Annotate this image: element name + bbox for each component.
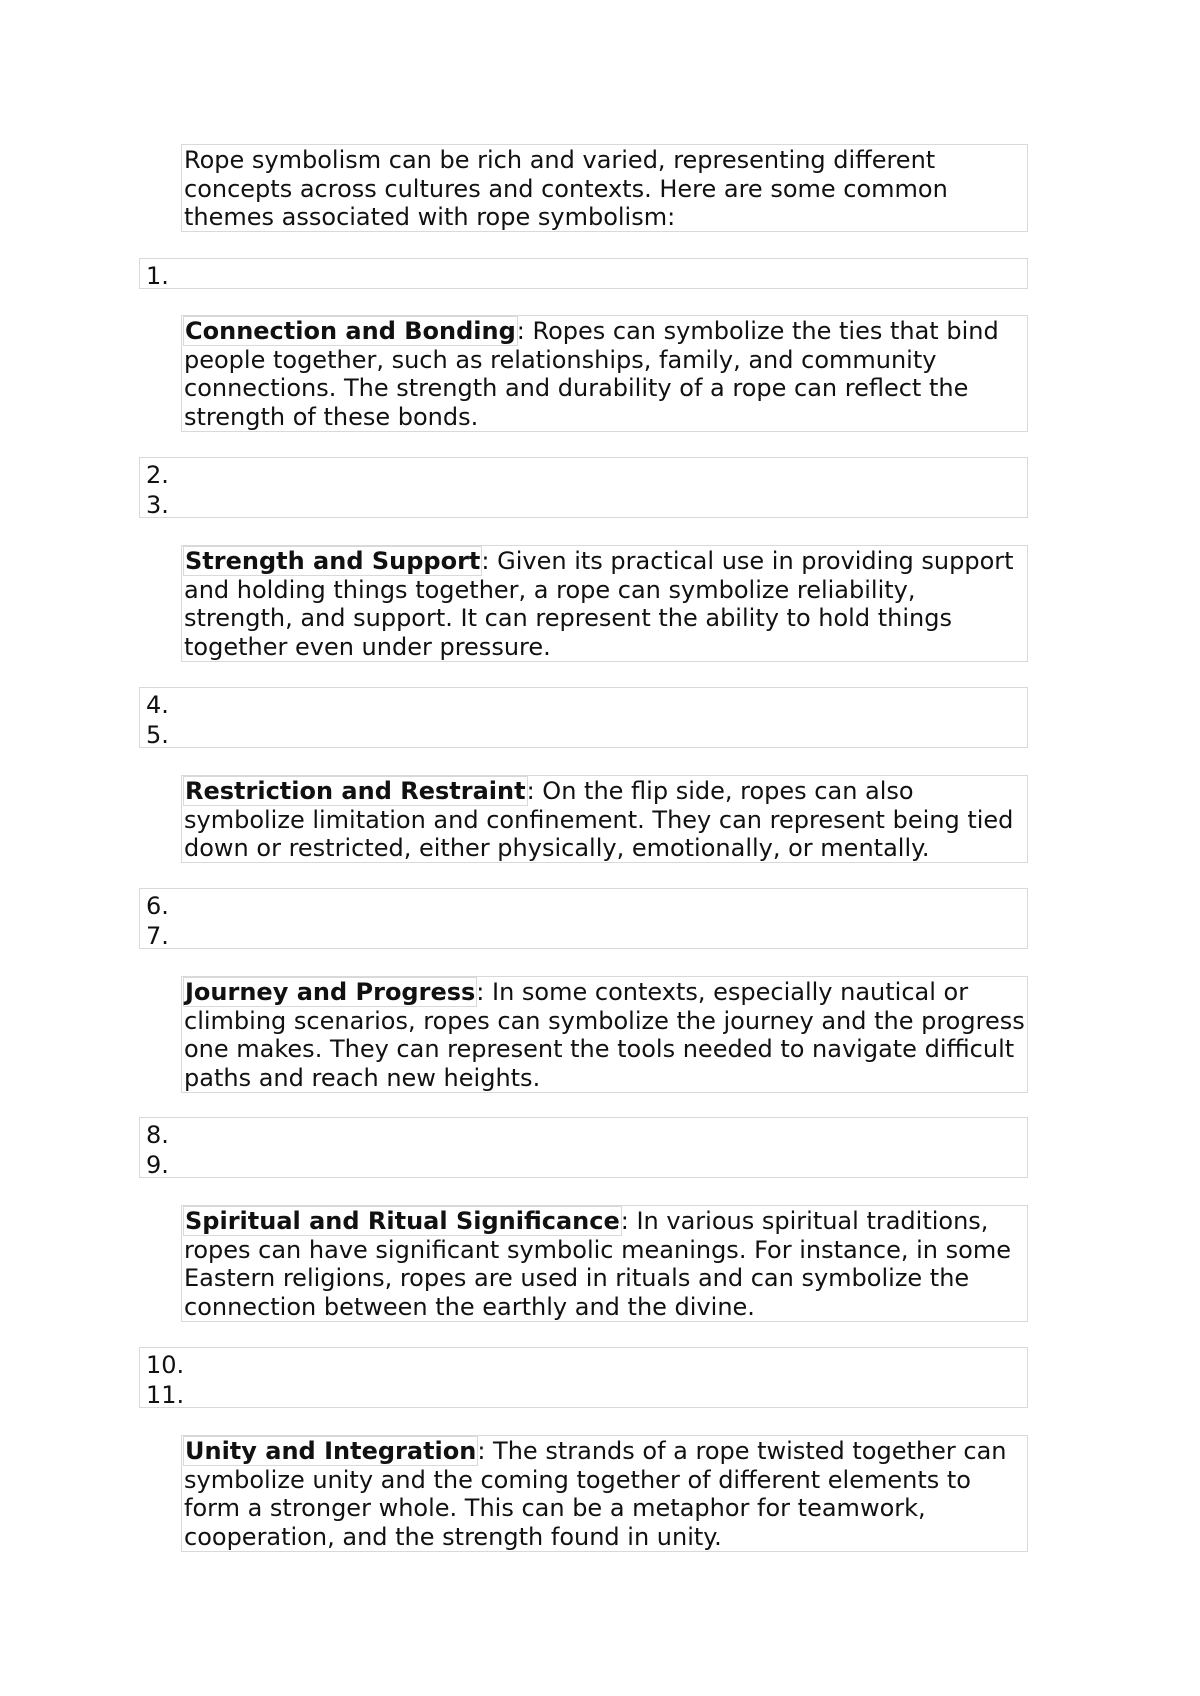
theme-description: : The strands of a rope twisted together can symbolize unity and the coming together of different elements to form a stronger whole. This can be a metaphor for teamwork, cooperation, and the strength found in unity. [184,1437,1007,1551]
list-marker: 4. [146,691,169,719]
theme-paragraph [181,315,1028,432]
list-marker: 6. [146,892,169,920]
list-marker: 3. [146,491,169,519]
list-marker: 7. [146,922,169,950]
list-marker-box [139,687,1028,748]
list-marker: 8. [146,1121,169,1149]
list-marker: 5. [146,721,169,749]
list-marker-box [139,1117,1028,1178]
list-marker: 2. [146,461,169,489]
list-marker: 10. [146,1351,185,1379]
theme-term: Spiritual and Ritual Significance [185,1207,620,1235]
theme-paragraph [181,1205,1028,1322]
theme-description: : In some contexts, especially nautical or climbing scenarios, ropes can symbolize the journey and the progress one makes. They can represent the tools needed to navigate difficult paths and reach new heights. [184,978,1025,1092]
list-marker-box [139,888,1028,949]
intro-text: Rope symbolism can be rich and varied, representing different concepts across cultures and contexts. Here are some common themes associated with rope symbolism: [184,146,948,231]
list-marker-box [139,457,1028,518]
theme-description: : In various spiritual traditions, ropes can have significant symbolic meanings. For instance, in some Eastern religions, ropes are used in rituals and can symbolize the connection between the earthly and the divine. [184,1207,1011,1321]
theme-paragraph [181,1435,1028,1552]
theme-description: : Given its practical use in providing support and holding things together, a rope can symbolize reliability, strength, and support. It can represent the ability to hold things together even under pressure. [184,547,1014,661]
list-marker-box [139,1347,1028,1408]
theme-description: : On the flip side, ropes can also symbolize limitation and confinement. They can represent being tied down or restricted, either physically, emotionally, or mentally. [184,777,1014,862]
intro-paragraph [181,144,1028,232]
theme-paragraph [181,775,1028,863]
theme-term: Connection and Bonding [185,317,516,345]
theme-paragraph [181,545,1028,662]
list-marker: 1. [146,262,169,290]
theme-description: : Ropes can symbolize the ties that bind people together, such as relationships, family, and community connections. The strength and durability of a rope can reflect the strength of these bonds. [184,317,999,431]
theme-term: Strength and Support [185,547,481,575]
list-marker: 9. [146,1151,169,1179]
theme-term: Unity and Integration [185,1437,477,1465]
theme-term: Journey and Progress [185,978,476,1006]
theme-term: Restriction and Restraint [185,777,526,805]
list-marker-box [139,258,1028,289]
theme-paragraph [181,976,1028,1093]
list-marker: 11. [146,1381,185,1409]
